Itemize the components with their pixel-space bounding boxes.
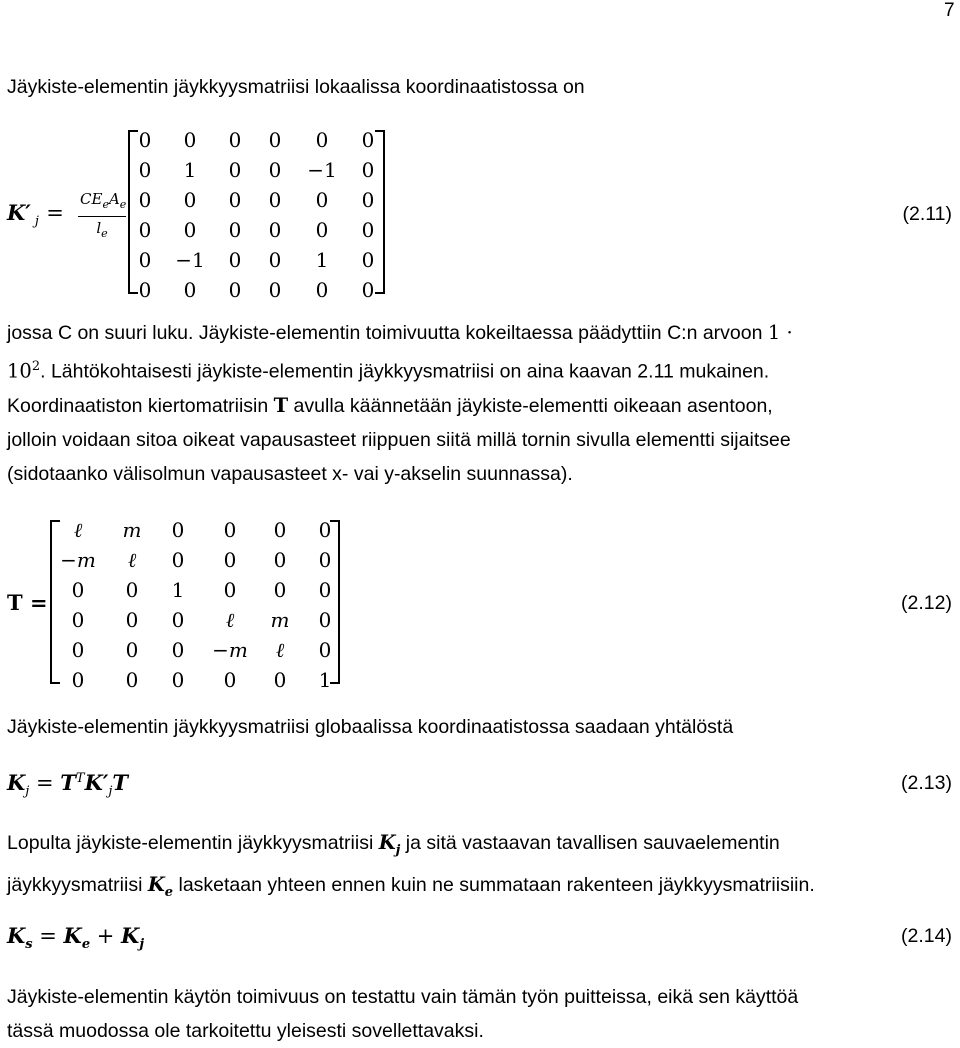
- eq212-left-bracket: [50, 520, 60, 684]
- eq211-matrix-cell: 0: [361, 218, 375, 242]
- p4-line-1: [7, 826, 954, 868]
- eq211-matrix-cell: 0: [138, 188, 152, 212]
- eq212-matrix-cell: 0: [223, 518, 237, 542]
- eq211-frac-numerator: $CE_eA_e$: [78, 188, 126, 217]
- eq214-equals: =: [32, 924, 64, 948]
- eq211-matrix-cell: 0: [228, 158, 242, 182]
- eq212-matrix-cell: ℓ: [275, 638, 285, 662]
- eq211-fraction: [78, 188, 126, 245]
- eq211-matrix-cell: 0: [315, 128, 329, 152]
- eq214-j: j: [139, 937, 145, 953]
- paragraph-4: [7, 826, 954, 910]
- eq214-K2: K: [63, 923, 82, 948]
- eq211-matrix-cell: 0: [183, 278, 197, 302]
- eq211-matrix-cell: 0: [268, 218, 282, 242]
- eq211-matrix-cell: −1: [175, 248, 205, 272]
- paragraph-3: Jäykiste-elementin jäykkyysmatriisi globaalissa koordinaatistossa saadaan yhtälöstä: [7, 716, 734, 738]
- eq213-j: j: [25, 784, 30, 800]
- eq211-matrix-cell: 0: [268, 278, 282, 302]
- eq211-matrix-cell: 0: [268, 188, 282, 212]
- eq212-matrix-cell: 0: [71, 668, 85, 692]
- eq212-matrix-cell: 0: [125, 638, 139, 662]
- eq214-plus: +: [90, 924, 122, 948]
- eq211-matrix-cell: 0: [228, 278, 242, 302]
- eq211-lhs: K′ $_j$ =: [7, 200, 64, 230]
- eq212-matrix-cell: ℓ: [225, 608, 235, 632]
- eq213-number: (2.13): [901, 772, 952, 794]
- eq211-matrix-cell: 0: [361, 188, 375, 212]
- eq212-matrix-cell: 0: [318, 548, 332, 572]
- eq212-matrix-cell: 0: [171, 668, 185, 692]
- p4-line-2: [7, 868, 954, 910]
- eq212-right-bracket: [330, 520, 340, 684]
- eq211-matrix-cell: 0: [268, 128, 282, 152]
- eq212-matrix-cell: 1: [318, 668, 332, 692]
- p5-line-2: tässä muodossa ole tarkoitettu yleisesti sovellettavaksi.: [7, 1020, 484, 1042]
- eq212-matrix-cell: 0: [71, 638, 85, 662]
- eq211-matrix-cell: 0: [268, 158, 282, 182]
- p4-line2-text-a: jäykkyysmatriisi: [7, 873, 148, 896]
- eq212-matrix-cell: m: [122, 518, 142, 542]
- eq211-matrix-cell: 0: [228, 188, 242, 212]
- paragraph-2: [7, 316, 954, 491]
- eq212-matrix-cell: 0: [71, 578, 85, 602]
- eq214-number: (2.14): [901, 925, 952, 947]
- eq211-matrix-cell: 0: [183, 188, 197, 212]
- eq212-matrix-cell: 0: [223, 578, 237, 602]
- p5-line-1: Jäykiste-elementin käytön toimivuus on testattu vain tämän työn puitteissa, eikä sen käyttöä: [7, 986, 799, 1008]
- eq211-matrix-cell: 0: [361, 158, 375, 182]
- eq211-matrix-cell: 0: [138, 128, 152, 152]
- eq212-matrix-cell: 0: [171, 518, 185, 542]
- eq212-matrix-cell: 0: [171, 638, 185, 662]
- p2-line3-text-b: avulla käännetään jäykiste-elementti oikeaan asentoon,: [288, 394, 773, 417]
- eq211-matrix-cell: 0: [361, 248, 375, 272]
- eq212-matrix-cell: 0: [273, 518, 287, 542]
- eq212-matrix-cell: 0: [318, 578, 332, 602]
- paragraph-5: [7, 980, 954, 1048]
- p2-line2-sup: 2: [31, 359, 41, 374]
- p4-Kj: K: [378, 831, 396, 854]
- eq211-matrix-cell: 0: [228, 218, 242, 242]
- eq213-j2: j: [108, 784, 113, 800]
- eq212-matrix-cell: 0: [223, 548, 237, 572]
- eq214-K3: K: [121, 923, 140, 948]
- p2-line3-text-a: Koordinaatiston kiertomatriisin: [7, 394, 274, 417]
- p4-j: j: [395, 842, 401, 858]
- eq211-matrix-cell: 0: [228, 128, 242, 152]
- eq213-Kprime: K′: [84, 770, 109, 795]
- eq212-matrix-cell: 0: [71, 608, 85, 632]
- p4-line2-text-b: lasketaan yhteen ennen kuin ne summataan rakenteen jäykkyysmatriisiin.: [173, 873, 815, 896]
- eq214-formula: [7, 923, 144, 952]
- eq211-frac-denominator: $l_e$: [96, 219, 108, 240]
- page-number: 7: [944, 0, 955, 21]
- eq212-matrix-cell: −m: [212, 638, 248, 662]
- eq211-matrix-cell: 0: [183, 128, 197, 152]
- eq211-matrix-cell: 0: [183, 218, 197, 242]
- eq211-matrix-cell: 0: [315, 188, 329, 212]
- eq213-transpose: T: [75, 771, 85, 786]
- eq213-formula: [7, 770, 128, 799]
- p2-line-5: (sidotaanko välisolmun vapausasteet x- vai y-akselin suunnassa).: [7, 462, 573, 485]
- eq211-matrix-cell: −1: [307, 158, 337, 182]
- eq211-right-bracket: [375, 130, 385, 294]
- eq212-matrix-cell: 0: [318, 608, 332, 632]
- p2-line1-math: 1 ·: [767, 321, 793, 344]
- eq211-matrix-cell: 0: [138, 248, 152, 272]
- p2-line1-text: jossa C on suuri luku. Jäykiste-elementin toimivuutta kokeiltaessa päädyttiin C:n arvoon: [7, 322, 768, 344]
- eq211-matrix-cell: 0: [138, 158, 152, 182]
- eq213-T: T: [60, 770, 76, 795]
- p2-line-4: jolloin voidaan sitoa oikeat vapausasteet riippuen siitä millä tornin sivulla elementti sijaitsee: [7, 428, 791, 451]
- eq211-matrix-cell: 0: [228, 248, 242, 272]
- eq212-matrix-cell: 0: [223, 668, 237, 692]
- eq211-matrix-cell: 0: [138, 278, 152, 302]
- p2-line-2: [7, 350, 954, 389]
- eq211-matrix-cell: 1: [183, 158, 197, 182]
- eq212-matrix-cell: 0: [171, 548, 185, 572]
- eq211-matrix-cell: 0: [315, 218, 329, 242]
- p4-line1-text-b: ja sitä vastaavan tavallisen sauvaelementin: [400, 832, 780, 854]
- eq211-matrix-cell: 1: [315, 248, 329, 272]
- eq211-matrix-cell: 0: [361, 278, 375, 302]
- eq212-matrix-cell: 0: [125, 608, 139, 632]
- eq212-matrix-cell: 0: [318, 638, 332, 662]
- eq213-K: K: [7, 770, 26, 795]
- eq212-matrix-cell: 0: [318, 518, 332, 542]
- p4-Ke: K: [147, 872, 165, 896]
- eq212-matrix-cell: 0: [125, 668, 139, 692]
- eq211-matrix-cell: 0: [315, 278, 329, 302]
- eq212-matrix-cell: ℓ: [73, 518, 83, 542]
- p4-e: e: [164, 884, 174, 900]
- eq211-matrix-cell: 0: [138, 218, 152, 242]
- eq212-number: (2.12): [901, 592, 952, 614]
- paragraph-intro: Jäykiste-elementin jäykkyysmatriisi lokaalissa koordinaatistossa on: [7, 76, 585, 98]
- eq212-matrix-cell: −m: [60, 548, 96, 572]
- eq214-s: s: [25, 937, 33, 953]
- p2-line2-text: . Lähtökohtaisesti jäykiste-elementin jäykkyysmatriisi on aina kaavan 2.11 mukainen.: [40, 360, 770, 383]
- eq213-equals: =: [29, 771, 61, 795]
- eq211-matrix-cell: 0: [268, 248, 282, 272]
- p2-line3-T: T: [273, 393, 289, 417]
- eq211-left-bracket: [128, 130, 138, 294]
- eq212-matrix-cell: 0: [273, 548, 287, 572]
- eq212-matrix-cell: 0: [273, 578, 287, 602]
- p2-line2-math: 10: [7, 359, 32, 383]
- eq212-matrix-cell: 1: [171, 578, 185, 602]
- eq214-e: e: [81, 937, 91, 953]
- eq212-matrix-cell: ℓ: [127, 548, 137, 572]
- eq211-number: (2.11): [902, 203, 952, 225]
- eq214-K1: K: [7, 923, 26, 948]
- p4-line1-text-a: Lopulta jäykiste-elementin jäykkyysmatriisi: [7, 832, 379, 854]
- eq212-matrix-cell: 0: [171, 608, 185, 632]
- p2-line-1: [7, 316, 954, 350]
- p2-line-3: [7, 389, 954, 423]
- eq212-matrix-cell: 0: [273, 668, 287, 692]
- eq212-matrix-cell: 0: [125, 578, 139, 602]
- eq211-matrix-cell: 0: [361, 128, 375, 152]
- eq212-lhs: T =: [7, 590, 48, 615]
- eq213-T2: T: [112, 770, 129, 795]
- eq212-matrix-cell: m: [270, 608, 290, 632]
